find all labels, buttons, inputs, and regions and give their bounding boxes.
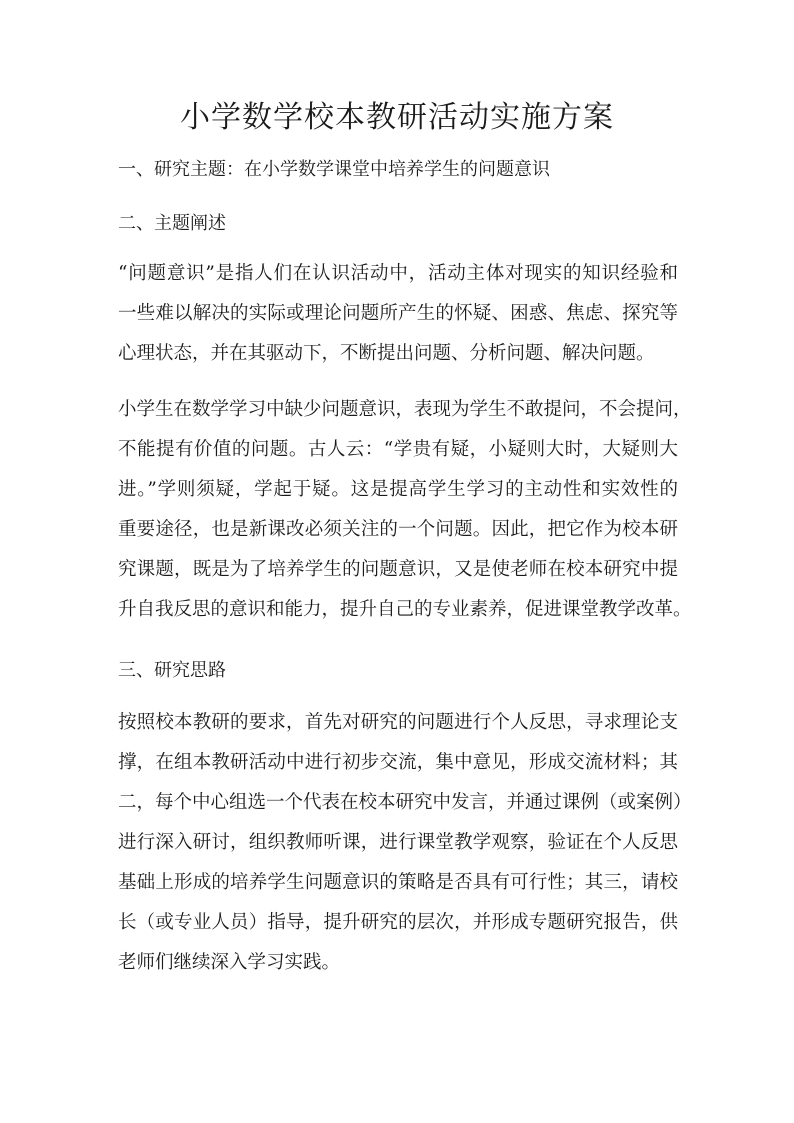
paragraph-student-problem-awareness	[118, 390, 692, 630]
document-title: 小学数学校本教研活动实施方案	[180, 100, 614, 135]
paragraph-line: 长（或专业人员）指导，提升研究的层次，并形成专题研究报告，供	[118, 912, 678, 933]
paragraph-line: 不能提有价值的问题。古人云：“学贵有疑，小疑则大时，大疑则大	[118, 439, 678, 460]
section-heading-research-topic: 一、研究主题：在小学数学课堂中培养学生的问题意识	[118, 159, 550, 180]
paragraph-line: 进行深入研讨，组织教师听课，进行课堂教学观察，验证在个人反思	[118, 832, 678, 853]
paragraph-line: 小学生在数学学习中缺少问题意识，表现为学生不敢提问，不会提问，	[118, 399, 692, 420]
paragraph-line: 按照校本教研的要求，首先对研究的问题进行个人反思，寻求理论支	[118, 712, 678, 733]
paragraph-line: 一些难以解决的实际或理论问题所产生的怀疑、困惑、焦虑、探究等	[118, 303, 678, 324]
paragraph-line: 心理状态，并在其驱动下，不断提出问题、分析问题、解决问题。	[118, 343, 655, 364]
paragraph-line: 二，每个中心组选一个代表在校本研究中发言，并通过课例（或案例）	[118, 792, 692, 813]
paragraph-research-approach	[118, 703, 692, 983]
section-heading-research-approach: 三、研究思路	[118, 660, 226, 681]
paragraph-problem-awareness-definition	[118, 254, 678, 374]
paragraph-line: 升自我反思的意识和能力，提升自己的专业素养，促进课堂教学改革。	[118, 599, 692, 620]
paragraph-line: “问题意识”是指人们在认识活动中，活动主体对现实的知识经验和	[118, 263, 678, 284]
paragraph-line: 进。”学则须疑，学起于疑。这是提高学生学习的主动性和实效性的	[118, 479, 678, 500]
paragraph-line: 究课题，既是为了培养学生的问题意识，又是使老师在校本研究中提	[118, 559, 678, 580]
paragraph-line: 基础上形成的培养学生问题意识的策略是否具有可行性；其三，请校	[118, 872, 678, 893]
paragraph-line: 老师们继续深入学习实践。	[118, 952, 341, 973]
section-heading-theme-statement: 二、主题阐述	[118, 213, 226, 234]
paragraph-line: 重要途径，也是新课改必须关注的一个问题。因此，把它作为校本研	[118, 519, 678, 540]
paragraph-line: 撑，在组本教研活动中进行初步交流，集中意见，形成交流材料；其	[118, 752, 678, 773]
